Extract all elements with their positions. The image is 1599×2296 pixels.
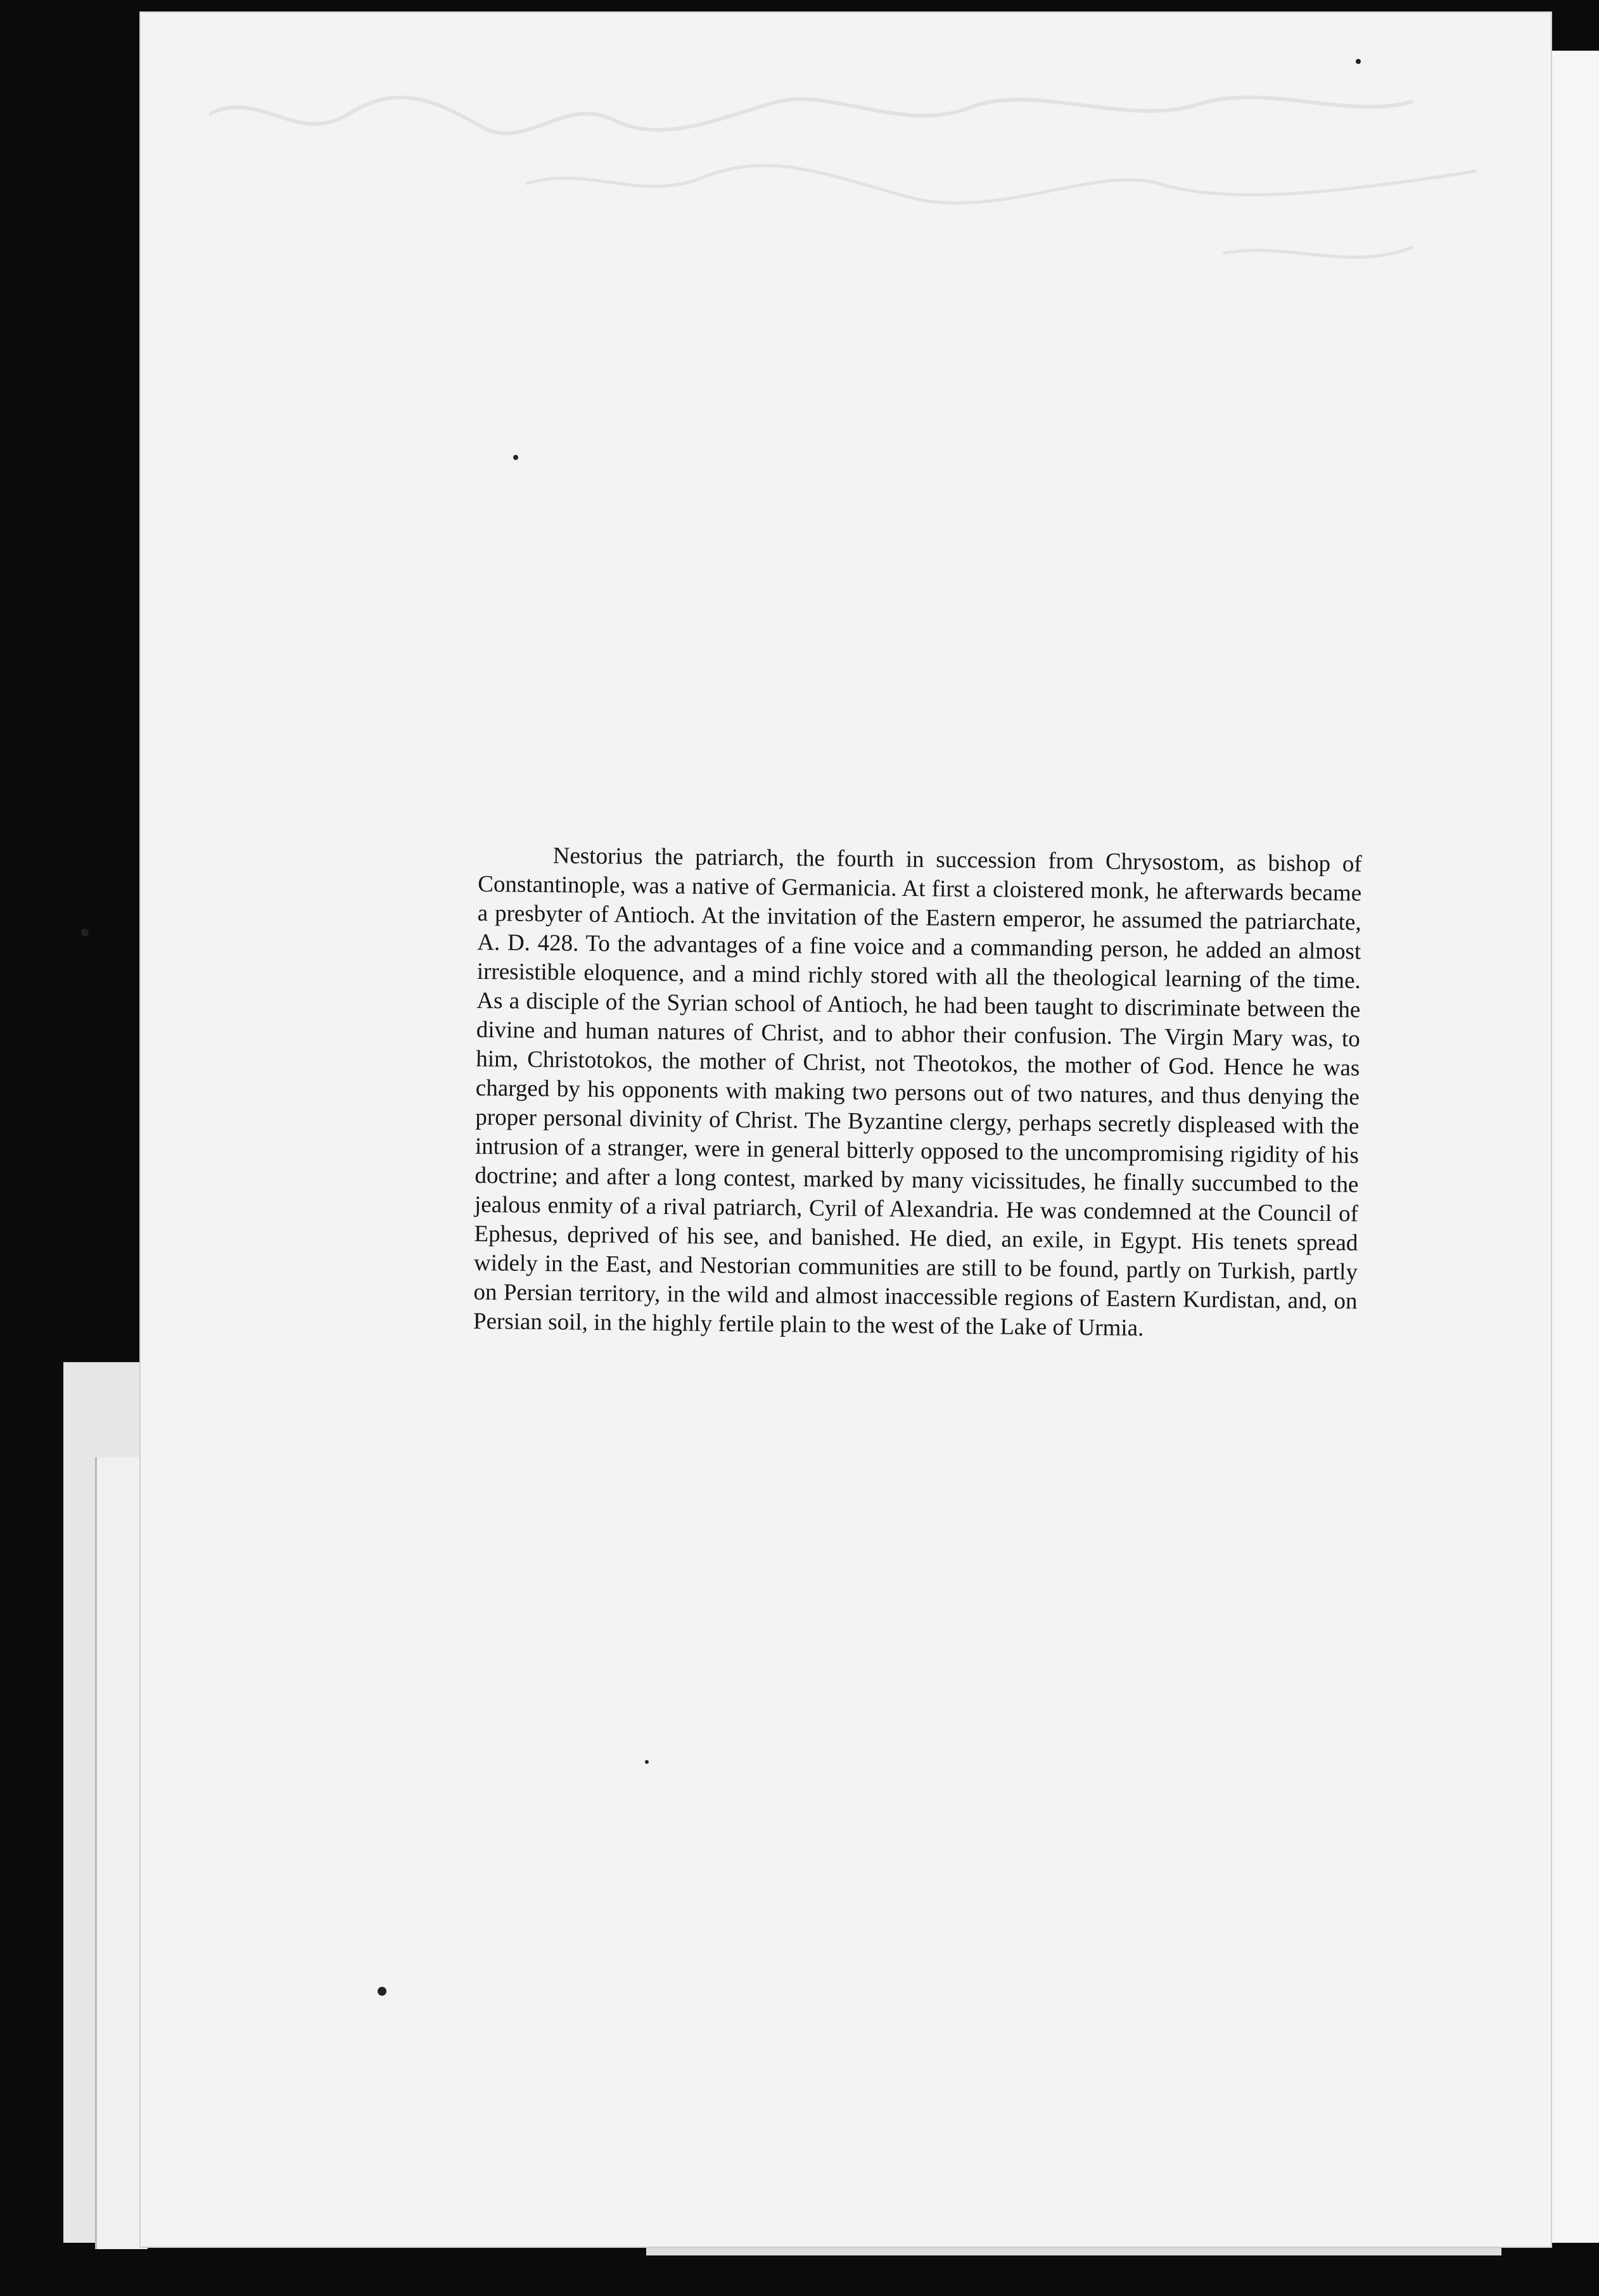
ink-speck bbox=[81, 929, 89, 936]
ink-speck bbox=[645, 1760, 649, 1764]
ink-speck bbox=[378, 1987, 386, 1996]
ink-speck bbox=[513, 455, 518, 460]
ink-speck bbox=[1356, 59, 1361, 64]
body-paragraph: Nestorius the patriarch, the fourth in succession from Chrysostom, as bishop of Constantinople, was a native of Germanicia. At first a cloistered monk, he afterwards became a presbyter of Antioch. At the invitation of the Eastern emperor, he assumed the patriarchate, A. D. 428. To the advantages of a fine voice and a commanding person, he added an almost irresistible eloquence, and a mind richly stored with all the theological learning of the time. As a disciple of the Syrian school of Antioch, he had been taught to discriminate between the divine and human natures of Christ, and to abhor their confusion. The Virgin Mary was, to him, Christotokos, the mother of Christ, not Theotokos, the mother of God. Hence he was charged by his opponents with making two persons out of two natures, and thus denying the proper personal divinity of Christ. The Byzantine clergy, perhaps secretly displeased with the intrusion of a stranger, were in general bitterly opposed to the uncompromising rigidity of his doctrine; and after a long contest, marked by many vicissitudes, he finally succumbed to the jealous enmity of a rival patriarch, Cyril of Alexandria. He was condemned at the Council of Ephesus, deprived of his see, and banished. He died, an exile, in Egypt. His tenets spread widely in the East, and Nestorian communities are still to be found, partly on Turkish, partly on Persian territory, in the wild and almost inaccessible regions of Eastern Kurdistan, and, on Persian soil, in the highly fertile plain to the west of the Lake of Urmia. bbox=[473, 843, 1362, 1342]
